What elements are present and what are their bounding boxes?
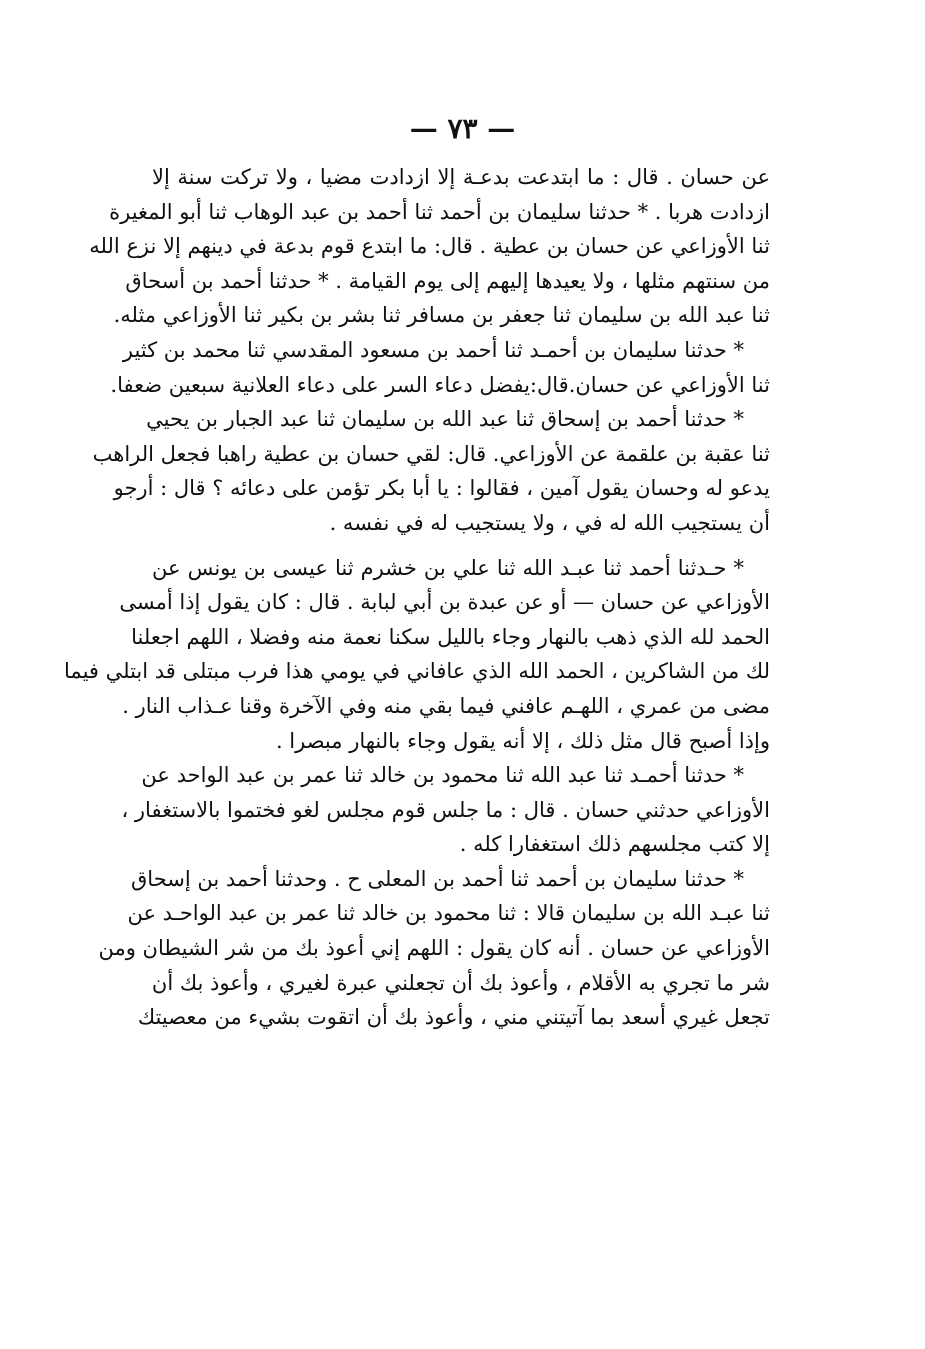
text-line: * حدثنا أحمد بن إسحاق ثنا عبد الله بن سليمان ثنا عبد الجبار بن يحيي xyxy=(146,407,744,432)
text-line: * حدثنا سليمان بن أحمـد ثنا أحمد بن مسعود المقدسي ثنا محمد بن كثير xyxy=(122,337,744,362)
text-line: الأوزاعي حدثني حسان . قال : ما جلس قوم مجلس لغو فختموا بالاستغفار ، xyxy=(121,797,770,822)
paragraph xyxy=(121,758,770,862)
text-line: * حدثنا سليمان بن أحمد ثنا أحمد بن المعلى ح . وحدثنا أحمد بن إسحاق xyxy=(131,866,744,891)
paragraph xyxy=(98,862,770,1035)
text-line: وإذا أصبح قال مثل ذلك ، إلا أنه يقول وجاء بالنهار مبصرا . xyxy=(275,728,770,753)
paragraph-gap xyxy=(152,541,770,551)
text-line: * حدثنا أحمـد ثنا عبد الله ثنا محمود بن خالد ثنا عمر بن عبد الواحد عن xyxy=(141,763,744,788)
text-line: ثنا الأوزاعي عن حسان بن عطية . قال: ما ابتدع قوم بدعة في دينهم إلا نزع الله xyxy=(89,234,770,259)
text-line: ثنا عبـد الله بن سليمان قالا : ثنا محمود بن خالد ثنا عمر بن عبد الواحـد عن xyxy=(127,901,770,926)
text-line: ثنا عبد الله بن سليمان ثنا جعفر بن مسافر ثنا بشر بن بكير ثنا الأوزاعي مثله. xyxy=(113,303,770,328)
page-number: — ٧٣ — xyxy=(409,112,516,145)
text-line: الأوزاعي عن حسان — أو عن عبدة بن أبي لبابة . قال : كان يقول إذا أمسى xyxy=(119,590,770,615)
paragraph xyxy=(64,551,770,759)
text-line: ثنا عقبة بن علقمة عن الأوزاعي. قال: لقي حسان بن عطية راهبا فجعل الراهب xyxy=(92,441,770,466)
page-body xyxy=(64,160,770,1035)
text-line: من سنتهم مثلها ، ولا يعيدها إليهم إلى يوم القيامة . * حدثنا أحمد بن أسحاق xyxy=(125,268,770,293)
text-line: لك من الشاكرين ، الحمد الله الذي عافاني في يومي هذا فرب مبتلى قد ابتلي فيما xyxy=(64,659,770,684)
paragraph xyxy=(110,333,770,402)
text-line: ازدادت هربا . * حدثنا سليمان بن أحمد ثنا أحمد بن عبد الوهاب ثنا أبو المغيرة xyxy=(109,199,770,224)
text-line: الأوزاعي عن حسان . أنه كان يقول : اللهم إني أعوذ بك من شر الشيطان ومن xyxy=(98,936,770,961)
text-line: مضى من عمري ، اللهـم عافني فيما بقي منه وفي الآخرة وقنا عـذاب النار . xyxy=(122,693,770,718)
text-line: الحمد لله الذي ذهب بالنهار وجاء بالليل سكنا نعمة منه وفضلا ، اللهم اجعلنا xyxy=(131,624,770,649)
text-line: إلا كتب مجلسهم ذلك استغفارا كله . xyxy=(459,832,770,857)
text-line: يدعو له وحسان يقول آمين ، فقالوا : يا أبا بكر تؤمن على دعائه ؟ قال : أرجو xyxy=(113,476,770,501)
text-line: ثنا الأوزاعي عن حسان.قال:يفضل دعاء السر على دعاء العلانية سبعين ضعفا. xyxy=(110,372,770,397)
paragraph xyxy=(92,402,770,540)
text-line: * حـدثنا أحمد ثنا عبـد الله ثنا علي بن خشرم ثنا عيسى بن يونس عن xyxy=(152,555,744,580)
text-line: عن حسان . قال : ما ابتدعت بدعـة إلا ازدادت مضيا ، ولا تركت سنة إلا xyxy=(152,165,770,189)
paragraph xyxy=(89,160,770,333)
text-line: أن يستجيب الله له في ، ولا يستجيب له في نفسه . xyxy=(329,510,770,535)
text-line: شر ما تجري به الأقلام ، وأعوذ بك أن تجعلني عبرة لغيري ، وأعوذ بك أن xyxy=(151,970,770,995)
text-line: تجعل غيري أسعد بما آتيتني مني ، وأعوذ بك أن اتقوت بشيء من معصيتك xyxy=(137,1005,770,1030)
